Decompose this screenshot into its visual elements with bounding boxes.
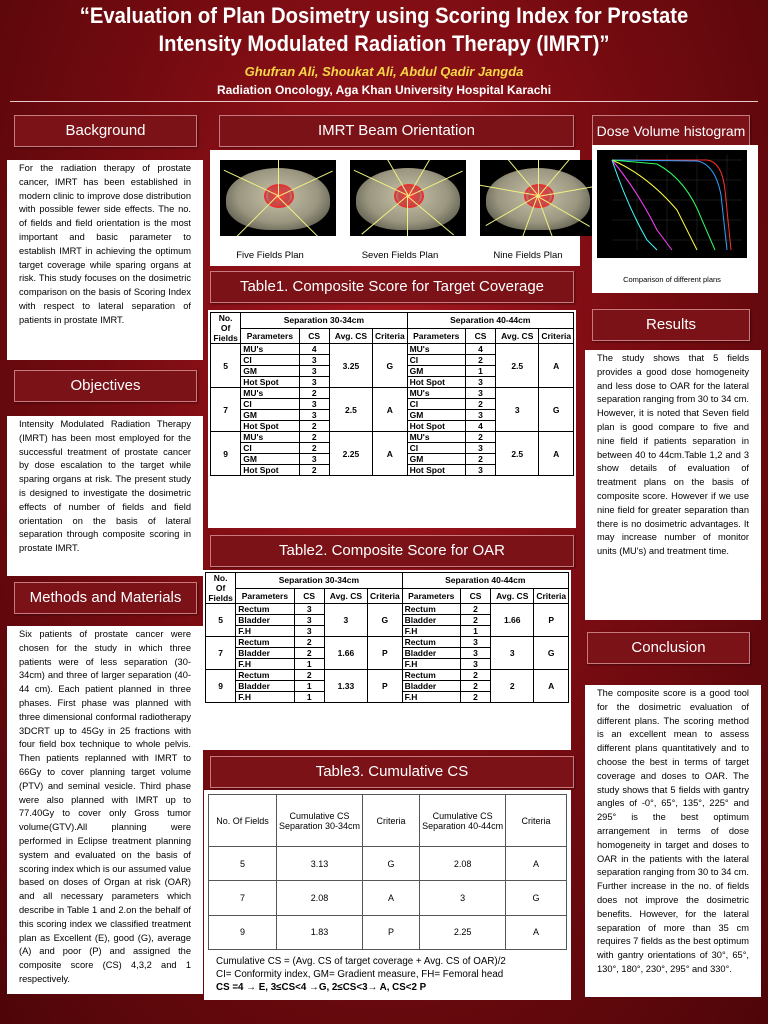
table-cell: 2: [491, 670, 534, 703]
table-cell: Hot Spot: [241, 421, 299, 432]
table-cell: 5: [211, 344, 241, 388]
table-cell: 5: [209, 847, 277, 881]
table-cell: G: [362, 847, 419, 881]
table-cell: A: [539, 344, 574, 388]
table-cell: A: [506, 915, 567, 949]
table-cell: A: [539, 432, 574, 476]
table-cell: Bladder: [402, 648, 460, 659]
table-cell: 3: [465, 377, 495, 388]
table-cell: Bladder: [236, 648, 294, 659]
table-cell: MU's: [241, 388, 299, 399]
nine-field-label: Nine Fields Plan: [493, 250, 563, 261]
table-cell: 2: [299, 443, 329, 454]
table-cell: G: [506, 881, 567, 915]
table3-heading: Table3. Cumulative CS: [210, 756, 574, 788]
table-cell: Rectum: [236, 670, 294, 681]
table-cell: 1: [294, 692, 324, 703]
table3-panel: [204, 790, 571, 954]
table-cell: 3: [294, 604, 324, 615]
table2-heading: Table2. Composite Score for OAR: [210, 535, 574, 567]
table-cell: GM: [407, 454, 465, 465]
table-cell: Rectum: [236, 637, 294, 648]
title-line-2: Intensity Modulated Radiation Therapy (IMRT)”: [158, 31, 610, 56]
table-row: [209, 881, 567, 915]
table-cell: 9: [206, 670, 236, 703]
table-cell: A: [506, 847, 567, 881]
table-cell: MU's: [407, 344, 465, 355]
table-cell: 2.08: [277, 881, 363, 915]
table-row: [209, 915, 567, 949]
conclusion-text: The composite score is a good tool for the dosimetric evaluation of different plans. The scoring method is an excellent mean to assess different plans quantitatively and to choose the best in terms of target coverage and doses to OAR. The study shows that 5 fields with gantry angles of -0°, 65°, 135°, 225° and 295° is the best optimum arrangement in terms of dose homogeneity in target and doses to OAR in the patients with the lateral separation ranging from 30 to 34 cm. Further increase in the no. of fields does not improve the dosimetric benefits. However, for the lateral separation of more than 35 cm requires 7 fields as the best optimum with gantry orientations of 30°, 65°, 130°, 180°, 230°, 295° and 330°.: [585, 685, 761, 997]
table-row: [209, 847, 567, 881]
table-cell: 3: [460, 637, 490, 648]
table-cell: A: [373, 388, 408, 432]
table-cell: 3: [324, 604, 367, 637]
table-cell: 2.25: [420, 915, 506, 949]
table-cell: CI: [407, 443, 465, 454]
table-cell: 2: [294, 648, 324, 659]
table-cell: G: [539, 388, 574, 432]
table-cell: 4: [299, 344, 329, 355]
background-heading: Background: [14, 115, 197, 147]
table1-sep2-header: Separation 40-44cm: [407, 313, 573, 329]
table2: [205, 572, 569, 703]
table-cell: 2: [460, 670, 490, 681]
table2-col-header: Avg. CS: [324, 588, 367, 604]
table-cell: 3: [465, 410, 495, 421]
table-cell: 1: [465, 366, 495, 377]
table-cell: 1: [460, 626, 490, 637]
table-cell: 2.25: [329, 432, 372, 476]
table-cell: 3: [299, 355, 329, 366]
table-cell: A: [373, 432, 408, 476]
dvh-chart: [597, 150, 747, 258]
poster-title: [31, 2, 738, 58]
table-cell: 3.13: [277, 847, 363, 881]
table3: [208, 794, 567, 950]
table2-col-header: CS: [294, 588, 324, 604]
table-cell: G: [368, 604, 403, 637]
authors: Ghufran Ali, Shoukat Ali, Abdul Qadir Jangda: [244, 64, 524, 79]
table-cell: Bladder: [402, 615, 460, 626]
table-cell: GM: [407, 366, 465, 377]
conclusion-heading: Conclusion: [587, 632, 750, 664]
table-cell: Rectum: [402, 604, 460, 615]
table2-col-header: Parameters: [402, 588, 460, 604]
table-cell: 1: [294, 681, 324, 692]
table3-col-header: Cumulative CS Separation 30-34cm: [277, 795, 363, 847]
table-cell: 3.25: [329, 344, 372, 388]
table-cell: 2: [460, 681, 490, 692]
table-cell: Hot Spot: [241, 377, 299, 388]
table-cell: 2: [460, 604, 490, 615]
dvh-heading: Dose Volume histogram: [592, 115, 750, 147]
table-cell: 5: [206, 604, 236, 637]
table-cell: 3: [299, 399, 329, 410]
table-cell: CI: [241, 443, 299, 454]
table3-col-header: Cumulative CS Separation 40-44cm: [420, 795, 506, 847]
table-cell: MU's: [407, 388, 465, 399]
table-cell: GM: [407, 410, 465, 421]
table2-panel: [203, 570, 571, 750]
table-cell: 1.33: [324, 670, 367, 703]
five-field-label: Five Fields Plan: [236, 250, 304, 261]
seven-field-label: Seven Fields Plan: [361, 250, 439, 261]
table2-sep2-header: Separation 40-44cm: [402, 573, 568, 589]
table-cell: P: [368, 637, 403, 670]
table-cell: GM: [241, 410, 299, 421]
table-cell: 7: [211, 388, 241, 432]
table1: [210, 312, 574, 476]
table-cell: Hot Spot: [407, 377, 465, 388]
table-cell: Bladder: [402, 681, 460, 692]
table-cell: 1.66: [324, 637, 367, 670]
table-cell: F.H: [402, 626, 460, 637]
table-cell: Rectum: [402, 637, 460, 648]
table-cell: 3: [299, 377, 329, 388]
table-cell: 3: [496, 388, 539, 432]
table1-col-header: Criteria: [373, 328, 408, 344]
table2-col-header: Avg. CS: [491, 588, 534, 604]
objectives-heading: Objectives: [14, 370, 197, 402]
table-cell: 3: [299, 410, 329, 421]
table-cell: 2: [465, 355, 495, 366]
table2-col-header: CS: [460, 588, 490, 604]
table1-col-header: Avg. CS: [329, 328, 372, 344]
table-cell: 2: [294, 670, 324, 681]
table-cell: 2.08: [420, 847, 506, 881]
table-cell: 2.5: [496, 432, 539, 476]
table1-heading: Table1. Composite Score for Target Coverage: [210, 271, 574, 303]
table-cell: 3: [465, 443, 495, 454]
table-cell: 7: [209, 881, 277, 915]
table-cell: 2: [299, 388, 329, 399]
table-cell: Bladder: [236, 681, 294, 692]
table-cell: 2: [460, 615, 490, 626]
table-cell: CI: [407, 399, 465, 410]
objectives-text: Intensity Modulated Radiation Therapy (IMRT) has been most employed for the successful treatment of prostate cancer by dose escalation to the target while sparing organs at risk. The present study is designed to investigate the dosimetric effects of number of fields and field orientation on the basis of lateral separation through composite scoring in prostate IMRT.: [7, 416, 203, 576]
table-cell: 1: [294, 659, 324, 670]
table-cell: 9: [209, 915, 277, 949]
table-cell: Rectum: [236, 604, 294, 615]
footnote-line-2: CI= Conformity index, GM= Gradient measure, FH= Femoral head: [216, 969, 504, 980]
table3-col-header: Criteria: [506, 795, 567, 847]
table-cell: 3: [465, 388, 495, 399]
table-cell: 4: [465, 344, 495, 355]
table-cell: 3: [465, 465, 495, 476]
table-cell: Hot Spot: [407, 465, 465, 476]
table-cell: 2: [465, 399, 495, 410]
table-cell: 3: [491, 637, 534, 670]
table-cell: 3: [294, 615, 324, 626]
table-cell: F.H: [236, 692, 294, 703]
results-text: The study shows that 5 fields provides a good dose homogeneity and less dose to OAR for the lateral separation ranging from 30 to 34 cm. However, it is noted that Seven field plan is good compare to five and nine field if patients separation in between 40 to 44cm.Table 1,2 and 3 show details of evaluation of treatment plans on the basis of composite score. However if we use nine field for greater separation than there is no dosimetric advantages. It may increase number of monitor units (MU's) and treatment time.: [585, 350, 761, 620]
table-row: [211, 388, 574, 399]
table-cell: 3: [460, 659, 490, 670]
table-row: [206, 670, 569, 681]
beam-heading: IMRT Beam Orientation: [219, 115, 574, 147]
table-cell: 4: [465, 421, 495, 432]
table-row: [211, 432, 574, 443]
table-cell: A: [362, 881, 419, 915]
table-cell: GM: [241, 366, 299, 377]
table-cell: F.H: [236, 659, 294, 670]
table-cell: 2: [465, 432, 495, 443]
table2-col-header: Criteria: [368, 588, 403, 604]
affiliation: Radiation Oncology, Aga Khan University Hospital Karachi: [216, 83, 552, 97]
table1-col-header: Parameters: [407, 328, 465, 344]
title-divider: [10, 101, 758, 102]
table-cell: Bladder: [236, 615, 294, 626]
footnote-line-3: CS =4 → E, 3≤CS<4 →G, 2≤CS<3→ A, CS<2 P: [216, 982, 427, 993]
table-cell: F.H: [402, 659, 460, 670]
five-field-plan-image: [220, 160, 336, 236]
table-cell: 3: [460, 648, 490, 659]
table-row: [206, 637, 569, 648]
table1-sep1-header: Separation 30-34cm: [241, 313, 407, 329]
table1-fields-header: No. Of Fields: [211, 313, 241, 344]
table-cell: 2.5: [496, 344, 539, 388]
title-line-1: “Evaluation of Plan Dosimetry using Scoring Index for Prostate: [79, 3, 689, 28]
table-cell: Hot Spot: [407, 421, 465, 432]
table-cell: Hot Spot: [241, 465, 299, 476]
table-row: [211, 344, 574, 355]
table-cell: F.H: [236, 626, 294, 637]
table2-col-header: Parameters: [236, 588, 294, 604]
table1-panel: [208, 310, 576, 528]
dvh-caption: Comparison of different plans: [623, 275, 721, 284]
table2-sep1-header: Separation 30-34cm: [236, 573, 402, 589]
nine-field-plan-image: [480, 160, 596, 236]
table3-col-header: Criteria: [362, 795, 419, 847]
methods-text: Six patients of prostate cancer were chosen for the study in which three patients were of less separation (30-34cm) and three of larger separation (40-44 cm). Each patient planned in three phases. First phase was planned with three dimensional conformal radiotherapy 3DCRT up to 45Gy in 25 fractions with four field box technique to whole pelvis. Then patients replanned with IMRT to 66Gy to cover planning target volume (PTV) and seminal vesicle. Third phase were also planned with IMRT up to 77.40Gy to cover only Gross tumor volume(GTV).All planning were performed in Eclipse treatment planning system and evaluated on the basis of scoring index which is our assumed value based on doses of Organ at risk (OAR) and all necessary parameters which describe in Table 1 and 2.on the behalf of this scoring index we classified treatment plan as Excellent (E), good (G), average (A) and poor (P) and assigned the composite score (CS) 4,3,2 and 1 respectively.: [7, 626, 203, 994]
table3-col-header: No. Of Fields: [209, 795, 277, 847]
table-cell: A: [534, 670, 569, 703]
table-cell: Rectum: [402, 670, 460, 681]
table-cell: P: [534, 604, 569, 637]
footnote: [216, 955, 571, 994]
table-cell: GM: [241, 454, 299, 465]
table-cell: 7: [206, 637, 236, 670]
table1-col-header: CS: [299, 328, 329, 344]
table-cell: F.H: [402, 692, 460, 703]
table-cell: 2: [299, 421, 329, 432]
table-cell: MU's: [407, 432, 465, 443]
table-row: [206, 604, 569, 615]
table-cell: 3: [420, 881, 506, 915]
table-cell: 3: [299, 454, 329, 465]
table2-fields-header: No. Of Fields: [206, 573, 236, 604]
table-cell: 1.66: [491, 604, 534, 637]
table-cell: G: [534, 637, 569, 670]
seven-field-plan-image: [350, 160, 466, 236]
table-cell: P: [368, 670, 403, 703]
beam-images: [220, 160, 596, 236]
table-cell: CI: [241, 399, 299, 410]
table-cell: 9: [211, 432, 241, 476]
table-cell: 2: [299, 432, 329, 443]
table-cell: G: [373, 344, 408, 388]
table-cell: 2: [299, 465, 329, 476]
table-cell: 3: [294, 626, 324, 637]
table-cell: 2.5: [329, 388, 372, 432]
methods-heading: Methods and Materials: [14, 582, 197, 614]
table1-col-header: Parameters: [241, 328, 299, 344]
table-cell: CI: [407, 355, 465, 366]
background-text: For the radiation therapy of prostate cancer, IMRT has been established in modern clinic to improve dose distribution with possible fewer side effects. The no. of fields and field orientation is the most important and basic parameter to establish IMRT in achieving the optimum target coverage while sparing organs at risk. This study focuses on the dosimetric comparison on the basis of Scoring Index with respect to lateral separation of patients in prostate IMRT.: [7, 160, 203, 360]
table-cell: 2: [465, 454, 495, 465]
table-cell: 3: [299, 366, 329, 377]
table-cell: P: [362, 915, 419, 949]
table-cell: MU's: [241, 432, 299, 443]
table1-col-header: Avg. CS: [496, 328, 539, 344]
table-cell: MU's: [241, 344, 299, 355]
footnote-line-1: Cumulative CS = (Avg. CS of target coverage + Avg. CS of OAR)/2: [216, 956, 506, 967]
table-cell: 2: [294, 637, 324, 648]
table-cell: CI: [241, 355, 299, 366]
results-heading: Results: [592, 309, 750, 341]
table1-col-header: CS: [465, 328, 495, 344]
table1-col-header: Criteria: [539, 328, 574, 344]
table2-col-header: Criteria: [534, 588, 569, 604]
table-cell: 1.83: [277, 915, 363, 949]
table-cell: 2: [460, 692, 490, 703]
